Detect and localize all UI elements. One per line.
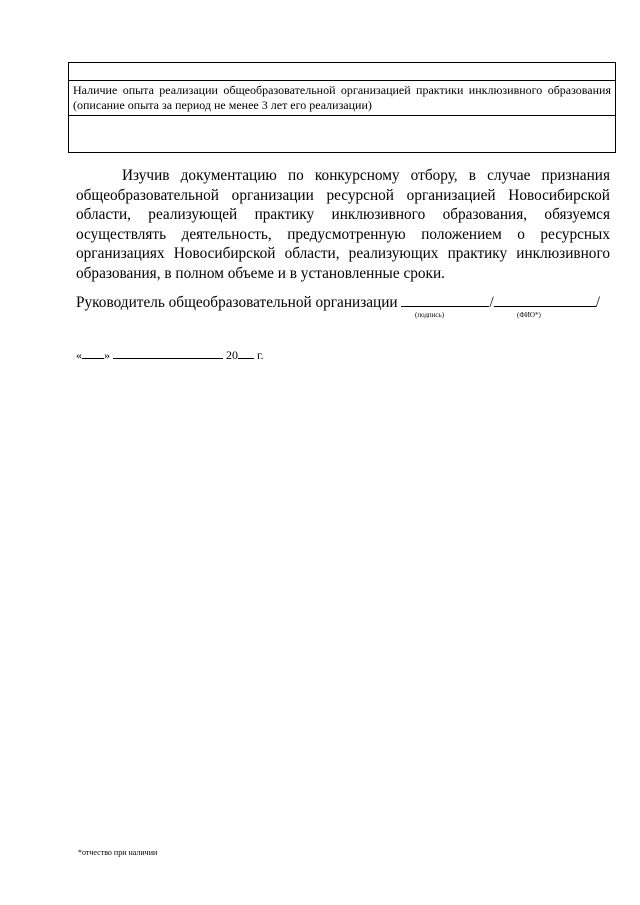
year-blank (238, 348, 254, 359)
fio-blank (494, 292, 596, 307)
table-cell-empty-top (69, 63, 616, 81)
fio-caption: (ФИО*) (517, 311, 541, 319)
footnote: *отчество при наличии (78, 848, 158, 857)
signature-blank (401, 292, 489, 307)
month-blank (113, 348, 223, 359)
signature-caption: (подпись) (415, 311, 445, 319)
date-open-quote: « (76, 348, 82, 362)
director-label: Руководитель общеобразовательной организации (76, 294, 398, 311)
commitment-paragraph: Изучив документацию по конкурсному отбору, в случае признания общеобразовательной организации ресурсной организацией Новосибирской области, реализующей практику инклюзивного образования, обязуемся осуществлять деятельность, предусмотренную положением о ресурсных организациях Новосибирской области, реализующих практику инклюзивного образования, в полном объеме и в установленные сроки. (76, 167, 610, 282)
application-table (68, 62, 616, 153)
experience-answer-cell (69, 116, 616, 153)
table-row (69, 116, 616, 153)
day-blank (82, 348, 104, 359)
table-row (69, 63, 616, 81)
date-close-quote: » (104, 348, 110, 362)
table-row (69, 81, 616, 116)
signature-line: Руководитель общеобразовательной организации / / (76, 294, 600, 311)
experience-description-cell: Наличие опыта реализации общеобразовательной организацией практики инклюзивного образования (описание опыта за период не менее 3 лет его реализации) (69, 81, 616, 116)
year-prefix: 20 (226, 348, 238, 362)
date-line (76, 348, 264, 362)
year-suffix: г. (257, 348, 264, 362)
